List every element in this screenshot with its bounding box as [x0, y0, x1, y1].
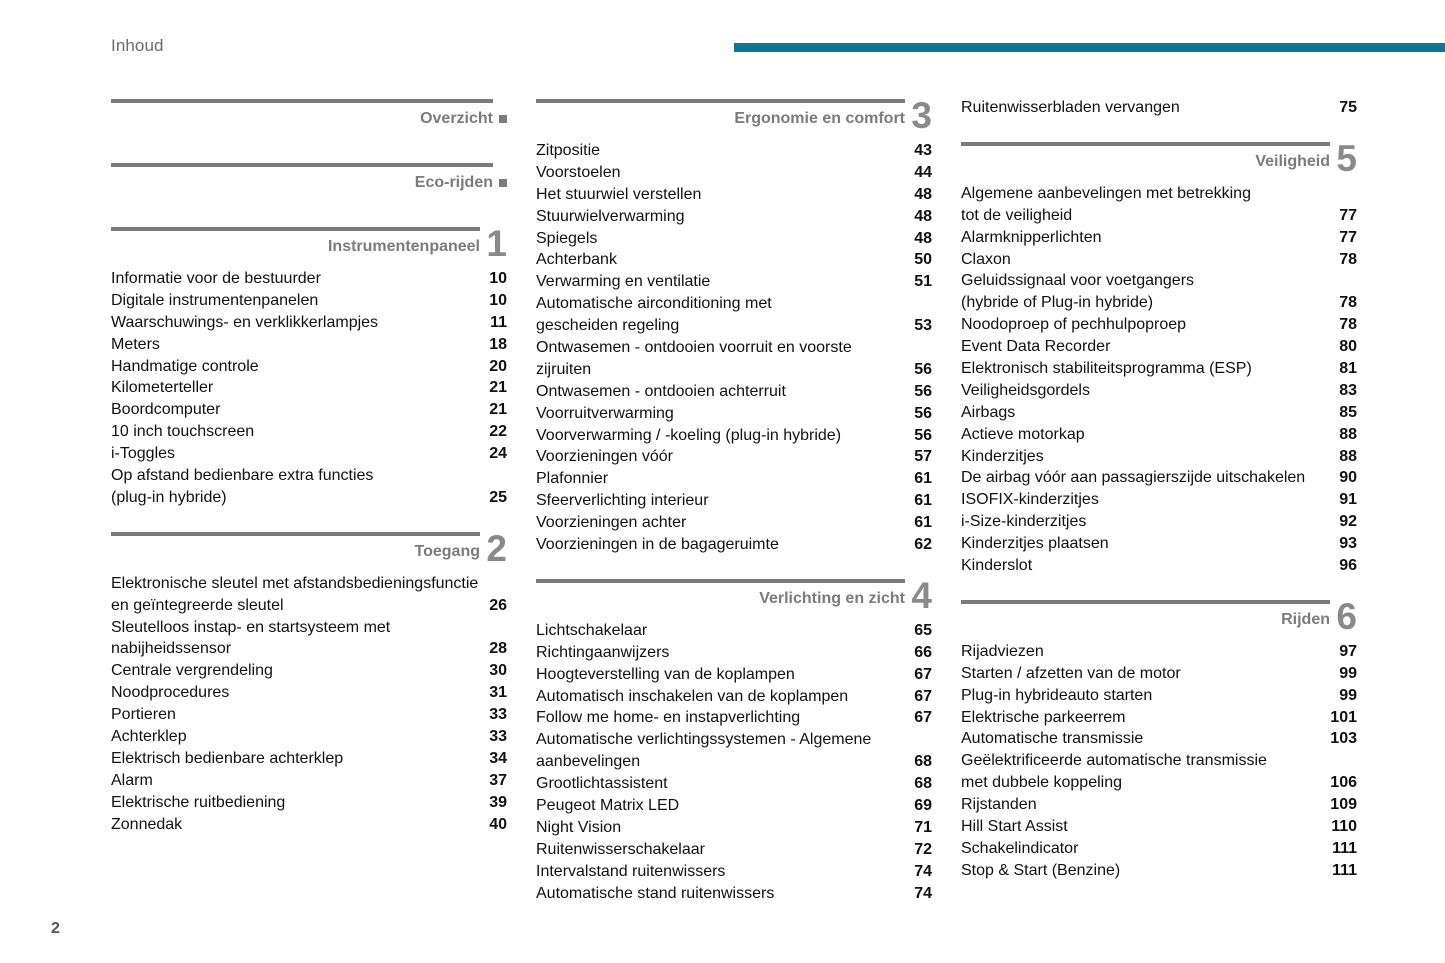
toc-entry-label: zijruiten	[536, 360, 592, 378]
toc-entry-label: Geëlektrificeerde automatische transmissie	[961, 752, 1267, 770]
toc-entry-page: 21	[489, 401, 507, 419]
toc-entry-page: 20	[489, 357, 507, 375]
toc-entry[interactable]	[961, 358, 1357, 380]
toc-entry-page: 34	[489, 749, 507, 767]
toc-entry-page: 39	[489, 793, 507, 811]
toc-entry-page: 111	[1332, 839, 1357, 857]
toc-entry[interactable]	[961, 533, 1357, 555]
toc-entry[interactable]	[961, 685, 1357, 707]
toc-entry-label: Noodoproep of pechhulpoproep	[961, 316, 1187, 334]
toc-entry-page: 69	[914, 797, 932, 815]
section-ergonomie-en-comfort	[536, 97, 932, 556]
toc-entry[interactable]	[536, 184, 932, 206]
toc-entry-label: Automatische verlichtingssystemen - Algemene	[536, 731, 872, 749]
toc-entry-page: 91	[1339, 491, 1357, 509]
toc-entry-label: Het stuurwiel verstellen	[536, 185, 702, 203]
toc-entry-page: 66	[914, 643, 932, 661]
toc-entry[interactable]	[111, 312, 507, 334]
toc-entry-label: Zonnedak	[111, 815, 183, 833]
toc-entry-label: Alarmknipperlichten	[961, 228, 1102, 246]
toc-entry-page: 110	[1331, 818, 1357, 836]
toc-entry[interactable]	[961, 467, 1357, 489]
toc-entry[interactable]	[111, 443, 507, 465]
toc-entry[interactable]	[961, 750, 1357, 772]
toc-entry-label: Veiligheidsgordels	[961, 381, 1090, 399]
toc-entry[interactable]	[111, 377, 507, 399]
toc-entry-page: 61	[914, 470, 932, 488]
toc-entry-page: 78	[1339, 294, 1357, 312]
toc-entry[interactable]	[111, 268, 507, 290]
toc-entry-label: Sfeerverlichting interieur	[536, 492, 709, 510]
toc-entry-label: Voorzieningen in de bagageruimte	[536, 536, 779, 554]
section-veiligheid	[961, 137, 1357, 577]
toc-entry-label: Spiegels	[536, 229, 598, 247]
toc-entry[interactable]	[111, 770, 507, 792]
header-accent-bar	[734, 43, 1445, 52]
section-title[interactable]: Ergonomie en comfort	[734, 110, 905, 127]
toc-entry-label: nabijheidssensor	[111, 640, 232, 658]
toc-entry-page: 101	[1330, 708, 1357, 726]
toc-entry[interactable]	[536, 490, 932, 512]
toc-entry-page: 56	[914, 404, 932, 422]
toc-entry[interactable]	[961, 292, 1357, 314]
toc-entry[interactable]	[536, 381, 932, 403]
toc-entry-label: met dubbele koppeling	[961, 774, 1123, 792]
toc-entry-page: 51	[914, 273, 932, 291]
toc-entry-page: 65	[914, 621, 932, 639]
toc-entry-page: 28	[489, 640, 507, 658]
toc-entry[interactable]	[536, 140, 932, 162]
toc-entry[interactable]	[961, 97, 1357, 119]
toc-entry[interactable]	[536, 751, 932, 773]
section-continued	[961, 97, 1357, 119]
toc-entry[interactable]	[536, 773, 932, 795]
toc-entry-label: ISOFIX-kinderzitjes	[961, 491, 1099, 509]
toc-column-3	[961, 97, 1357, 903]
toc-entry[interactable]	[536, 707, 932, 729]
toc-entry-label: Ruitenwisserschakelaar	[536, 840, 705, 858]
toc-entry-page: 21	[489, 379, 507, 397]
section-title[interactable]: Instrumentenpaneel	[327, 238, 480, 255]
toc-entry[interactable]	[111, 660, 507, 682]
chapter-number: 3	[911, 95, 932, 136]
toc-entry-label: Sleutelloos instap- en startsysteem met	[111, 618, 391, 636]
toc-entry-label: Voorstoelen	[536, 163, 621, 181]
toc-entry-label: Voorverwarming / -koeling (plug-in hybride)	[536, 426, 842, 444]
toc-entry[interactable]	[961, 446, 1357, 468]
toc-entry-label: Zitpositie	[536, 142, 601, 159]
toc-entry[interactable]	[111, 595, 507, 617]
toc-entry[interactable]	[961, 772, 1357, 794]
toc-entry-label: Achterklep	[111, 728, 187, 746]
toc-entry-page: 72	[914, 840, 932, 858]
toc-entry-label: Alarm	[111, 771, 153, 789]
toc-entry[interactable]	[961, 336, 1357, 358]
toc-entry-label: Elektrisch bedienbare achterklep	[111, 749, 344, 767]
section-instrumentenpaneel	[111, 225, 507, 509]
toc-entry-page: 57	[914, 448, 932, 466]
toc-entry[interactable]	[536, 817, 932, 839]
toc-entry[interactable]	[111, 421, 507, 443]
toc-entry-page: 56	[914, 360, 932, 378]
toc-entry-page: 85	[1339, 403, 1357, 421]
toc-entry-label: Kilometerteller	[111, 379, 214, 397]
toc-entry-label: Voorruitverwarming	[536, 404, 674, 422]
toc-entry-label: Automatische airconditioning met	[536, 295, 772, 313]
toc-entry-label: en geïntegreerde sleutel	[111, 596, 284, 614]
toc-entry[interactable]	[111, 638, 507, 660]
toc-entry[interactable]	[536, 315, 932, 337]
toc-entry[interactable]	[961, 641, 1357, 663]
toc-entry[interactable]	[961, 511, 1357, 533]
toc-entry-page: 111	[1332, 861, 1357, 879]
toc-entry-page: 99	[1339, 664, 1357, 682]
toc-entry-label: Meters	[111, 335, 160, 353]
toc-entry-label: aanbevelingen	[536, 753, 641, 771]
toc-entry-label: Night Vision	[536, 818, 622, 836]
toc-entry-page: 78	[1339, 316, 1357, 334]
toc-entry-label: Plafonnier	[536, 470, 609, 488]
section-title[interactable]: Eco-rijden	[414, 174, 493, 191]
toc-entry-page: 30	[489, 662, 507, 680]
toc-column-2	[536, 97, 932, 926]
section-header	[111, 161, 507, 204]
section-rule	[111, 99, 493, 103]
toc-entry-label: Starten / afzetten van de motor	[961, 664, 1181, 682]
toc-entry-page: 67	[914, 665, 932, 683]
toc-entry-page: 78	[1339, 250, 1357, 268]
toc-entry-page: 67	[914, 687, 932, 705]
toc-entry-label: Grootlichtassistent	[536, 775, 668, 793]
toc-entry[interactable]	[961, 314, 1357, 336]
toc-entry[interactable]	[536, 795, 932, 817]
square-bullet-icon	[499, 179, 507, 187]
section-rijden	[961, 595, 1357, 882]
chapter-number: 2	[486, 527, 507, 569]
section-eco-rijden	[111, 161, 507, 204]
toc-entry[interactable]	[961, 663, 1357, 685]
toc-entry-label: Rijstanden	[961, 796, 1037, 814]
toc-entry-page: 80	[1339, 338, 1357, 356]
toc-entry-label: De airbag vóór aan passagierszijde uitschakelen	[961, 469, 1306, 487]
toc-entry[interactable]	[111, 334, 507, 356]
toc-entry[interactable]	[536, 861, 932, 883]
toc-entry-label: Achterbank	[536, 251, 617, 269]
toc-entry[interactable]	[536, 534, 932, 556]
toc-entry[interactable]	[536, 883, 932, 905]
toc-entry-label: Elektronisch stabiliteitsprogramma (ESP)	[961, 360, 1252, 378]
toc-entry-page: 75	[1339, 99, 1357, 116]
section-header	[961, 137, 1357, 183]
toc-entry-label: Hoogteverstelling van de koplampen	[536, 665, 795, 683]
toc-entry-page: 68	[914, 753, 932, 771]
toc-entry-page: 77	[1339, 206, 1357, 224]
toc-entry-label: Hill Start Assist	[961, 818, 1068, 836]
toc-entry-label: Lichtschakelaar	[536, 621, 648, 639]
toc-entry-label: tot de veiligheid	[961, 206, 1073, 224]
toc-entry-page: 48	[914, 207, 932, 225]
toc-entry-label: Algemene aanbevelingen met betrekking	[961, 184, 1251, 202]
toc-entry[interactable]	[536, 686, 932, 708]
toc-entry[interactable]	[111, 290, 507, 312]
toc-entry-page: 22	[489, 423, 507, 441]
toc-entry-label: i-Toggles	[111, 445, 176, 463]
toc-entry-page: 48	[914, 229, 932, 247]
section-title[interactable]: Verlichting en zicht	[759, 589, 905, 607]
toc-entry[interactable]	[536, 293, 932, 315]
toc-entry-page: 18	[489, 335, 507, 353]
toc-entry[interactable]	[536, 359, 932, 381]
toc-entry-page: 106	[1330, 774, 1357, 792]
toc-entry-label: Event Data Recorder	[961, 338, 1111, 356]
toc-entry-page: 71	[914, 818, 932, 836]
section-verlichting-en-zicht	[536, 574, 932, 905]
toc-entry-page: 96	[1339, 557, 1357, 575]
section-header	[536, 574, 932, 620]
toc-entry-label: Kinderzitjes plaatsen	[961, 535, 1109, 553]
toc-entry[interactable]	[111, 682, 507, 704]
toc-entry-page: 10	[489, 291, 507, 309]
toc-entry[interactable]	[111, 465, 507, 487]
toc-entry-label: Op afstand bedienbare extra functies	[111, 467, 374, 485]
toc-entry-label: Informatie voor de bestuurder	[111, 270, 321, 287]
toc-entry-page: 93	[1339, 535, 1357, 553]
toc-entry-page: 92	[1339, 513, 1357, 531]
section-title[interactable]: Overzicht	[420, 110, 493, 127]
toc-entry-label: Elektrische ruitbediening	[111, 793, 286, 811]
toc-entry[interactable]	[961, 270, 1357, 292]
toc-entry-label: Automatische transmissie	[961, 730, 1144, 748]
toc-entry[interactable]	[111, 748, 507, 770]
toc-entry[interactable]	[536, 403, 932, 425]
toc-entry[interactable]	[536, 468, 932, 490]
section-toegang	[111, 527, 507, 836]
toc-column-1	[111, 97, 507, 856]
toc-entry[interactable]	[111, 726, 507, 748]
section-rule	[961, 600, 1330, 604]
toc-entry-label: Richtingaanwijzers	[536, 643, 670, 661]
toc-entry-page: 61	[914, 492, 932, 510]
toc-entry[interactable]	[111, 704, 507, 726]
section-rule	[111, 227, 480, 231]
toc-entry-label: (plug-in hybride)	[111, 488, 227, 506]
toc-entry[interactable]	[536, 228, 932, 250]
section-rule	[111, 532, 480, 536]
toc-entry[interactable]	[111, 573, 507, 595]
toc-entry[interactable]	[961, 183, 1357, 205]
toc-entry[interactable]	[961, 402, 1357, 424]
toc-entry-page: 33	[489, 706, 507, 724]
toc-entry[interactable]	[536, 642, 932, 664]
toc-entry-page: 97	[1339, 642, 1357, 660]
toc-entry-page: 37	[489, 771, 507, 789]
toc-entry-label: Stuurwielverwarming	[536, 207, 685, 225]
square-bullet-icon	[499, 115, 507, 123]
toc-entry-page: 24	[489, 445, 507, 463]
toc-entry-page: 10	[489, 270, 507, 287]
toc-entry-label: Elektronische sleutel met afstandsbedieningsfunctie	[111, 574, 479, 592]
toc-entry[interactable]	[111, 792, 507, 814]
toc-entry-page: 62	[914, 536, 932, 554]
toc-entry[interactable]	[536, 206, 932, 228]
section-header	[111, 225, 507, 268]
toc-entry-label: Stop & Start (Benzine)	[961, 861, 1121, 879]
toc-entry-label: Handmatige controle	[111, 357, 259, 375]
toc-entry[interactable]	[536, 729, 932, 751]
section-title[interactable]: Toegang	[414, 542, 480, 560]
toc-entry-page: 103	[1330, 730, 1357, 748]
toc-entry[interactable]	[961, 424, 1357, 446]
toc-entry[interactable]	[536, 446, 932, 468]
toc-entry-label: i-Size-kinderzitjes	[961, 513, 1087, 531]
section-header	[111, 97, 507, 140]
toc-entry-label: Intervalstand ruitenwissers	[536, 862, 726, 880]
section-header	[961, 595, 1357, 641]
chapter-number: 6	[1336, 595, 1357, 637]
section-rule	[961, 142, 1330, 146]
toc-entry[interactable]	[961, 707, 1357, 729]
chapter-number: 4	[911, 574, 932, 616]
toc-entry[interactable]	[111, 814, 507, 836]
toc-entry[interactable]	[961, 794, 1357, 816]
toc-entry-label: Ontwasemen - ontdooien voorruit en voorste	[536, 339, 852, 357]
toc-entry-label: Digitale instrumentenpanelen	[111, 291, 319, 309]
toc-entry-page: 74	[914, 884, 932, 902]
toc-entry-label: Kinderzitjes	[961, 447, 1044, 465]
toc-entry-label: Kinderslot	[961, 557, 1033, 575]
toc-entry-label: Verwarming en ventilatie	[536, 273, 711, 291]
toc-entry[interactable]	[961, 489, 1357, 511]
toc-entry-page: 31	[489, 684, 507, 702]
toc-entry[interactable]	[536, 839, 932, 861]
toc-entry-label: Automatische stand ruitenwissers	[536, 884, 775, 902]
page-number: 2	[51, 920, 60, 937]
toc-entry[interactable]	[961, 860, 1357, 882]
toc-entry-label: Voorzieningen vóór	[536, 448, 673, 466]
toc-entry-label: gescheiden regeling	[536, 317, 680, 335]
toc-entry-page: 25	[489, 488, 507, 506]
toc-entry[interactable]	[961, 555, 1357, 577]
toc-entry-page: 81	[1339, 360, 1357, 378]
toc-entry-label: Noodprocedures	[111, 684, 230, 702]
toc-entry-label: Actieve motorkap	[961, 425, 1085, 443]
toc-entry-label: Plug-in hybrideauto starten	[961, 686, 1153, 704]
toc-entry-page: 109	[1330, 796, 1357, 814]
toc-entry-label: Follow me home- en instapverlichting	[536, 709, 801, 727]
toc-entry-label: Geluidssignaal voor voetgangers	[961, 272, 1195, 290]
toc-entry-page: 88	[1339, 425, 1357, 443]
toc-entry-label: Schakelindicator	[961, 839, 1079, 857]
toc-entry[interactable]	[961, 227, 1357, 249]
section-header	[536, 97, 932, 140]
toc-entry-label: Boordcomputer	[111, 401, 221, 419]
toc-entry-page: 43	[914, 142, 932, 159]
toc-entry-label: 10 inch touchscreen	[111, 423, 255, 441]
toc-entry-page: 83	[1339, 381, 1357, 399]
section-header	[111, 527, 507, 573]
toc-entry-page: 11	[490, 313, 507, 331]
toc-entry[interactable]	[536, 620, 932, 642]
section-rule	[111, 163, 493, 167]
toc-entry[interactable]	[961, 816, 1357, 838]
toc-entry-label: Claxon	[961, 250, 1011, 268]
section-overzicht	[111, 97, 507, 140]
toc-entry[interactable]	[961, 380, 1357, 402]
toc-entry-page: 77	[1339, 228, 1357, 246]
section-rule	[536, 99, 905, 103]
toc-entry-page: 48	[914, 185, 932, 203]
toc-entry[interactable]	[536, 162, 932, 184]
toc-entry-page: 53	[914, 317, 932, 335]
toc-entry[interactable]	[111, 487, 507, 509]
toc-entry-page: 56	[914, 382, 932, 400]
toc-entry[interactable]	[536, 425, 932, 447]
toc-entry-page: 33	[489, 728, 507, 746]
toc-entry[interactable]	[111, 356, 507, 378]
chapter-number: 5	[1336, 137, 1357, 179]
toc-entry-page: 61	[914, 514, 932, 532]
toc-entry-page: 74	[914, 862, 932, 880]
toc-entry-page: 99	[1339, 686, 1357, 704]
toc-entry-label: Portieren	[111, 706, 176, 724]
section-rule	[536, 579, 905, 583]
toc-entry-label: Automatisch inschakelen van de koplampen	[536, 687, 849, 705]
toc-entry-label: Centrale vergrendeling	[111, 662, 273, 680]
toc-entry-label: Ruitenwisserbladen vervangen	[961, 99, 1180, 116]
toc-entry[interactable]	[536, 249, 932, 271]
toc-entry-label: Elektrische parkeerrem	[961, 708, 1126, 726]
toc-entry-page: 56	[914, 426, 932, 444]
toc-entry-page: 44	[914, 163, 932, 181]
toc-entry-page: 67	[914, 709, 932, 727]
toc-entry[interactable]	[961, 205, 1357, 227]
page-header-title: Inhoud	[111, 36, 164, 55]
toc-entry-page: 40	[489, 815, 507, 833]
toc-entry-page: 50	[914, 251, 932, 269]
toc-entry-label: Rijadviezen	[961, 642, 1044, 660]
toc-entry[interactable]	[111, 399, 507, 421]
section-title[interactable]: Veiligheid	[1255, 152, 1330, 170]
toc-entry-label: Peugeot Matrix LED	[536, 797, 680, 815]
toc-entry-label: Waarschuwings- en verklikkerlampjes	[111, 313, 379, 331]
toc-entry-label: (hybride of Plug-in hybride)	[961, 294, 1154, 312]
toc-entry[interactable]	[961, 249, 1357, 271]
toc-entry-page: 88	[1339, 447, 1357, 465]
toc-entry-page: 90	[1339, 469, 1357, 487]
toc-entry-label: Airbags	[961, 403, 1016, 421]
toc-entry-page: 68	[914, 775, 932, 793]
toc-entry-label: Ontwasemen - ontdooien achterruit	[536, 382, 786, 400]
toc-entry[interactable]	[536, 664, 932, 686]
toc-entry[interactable]	[961, 838, 1357, 860]
toc-entry[interactable]	[536, 512, 932, 534]
toc-entry-page: 26	[489, 596, 507, 614]
section-title[interactable]: Rijden	[1281, 610, 1330, 628]
toc-entry[interactable]	[536, 271, 932, 293]
toc-entry[interactable]	[961, 728, 1357, 750]
chapter-number: 1	[486, 223, 507, 264]
toc-entry[interactable]	[536, 337, 932, 359]
toc-entry-label: Voorzieningen achter	[536, 514, 687, 532]
toc-entry[interactable]	[111, 617, 507, 639]
